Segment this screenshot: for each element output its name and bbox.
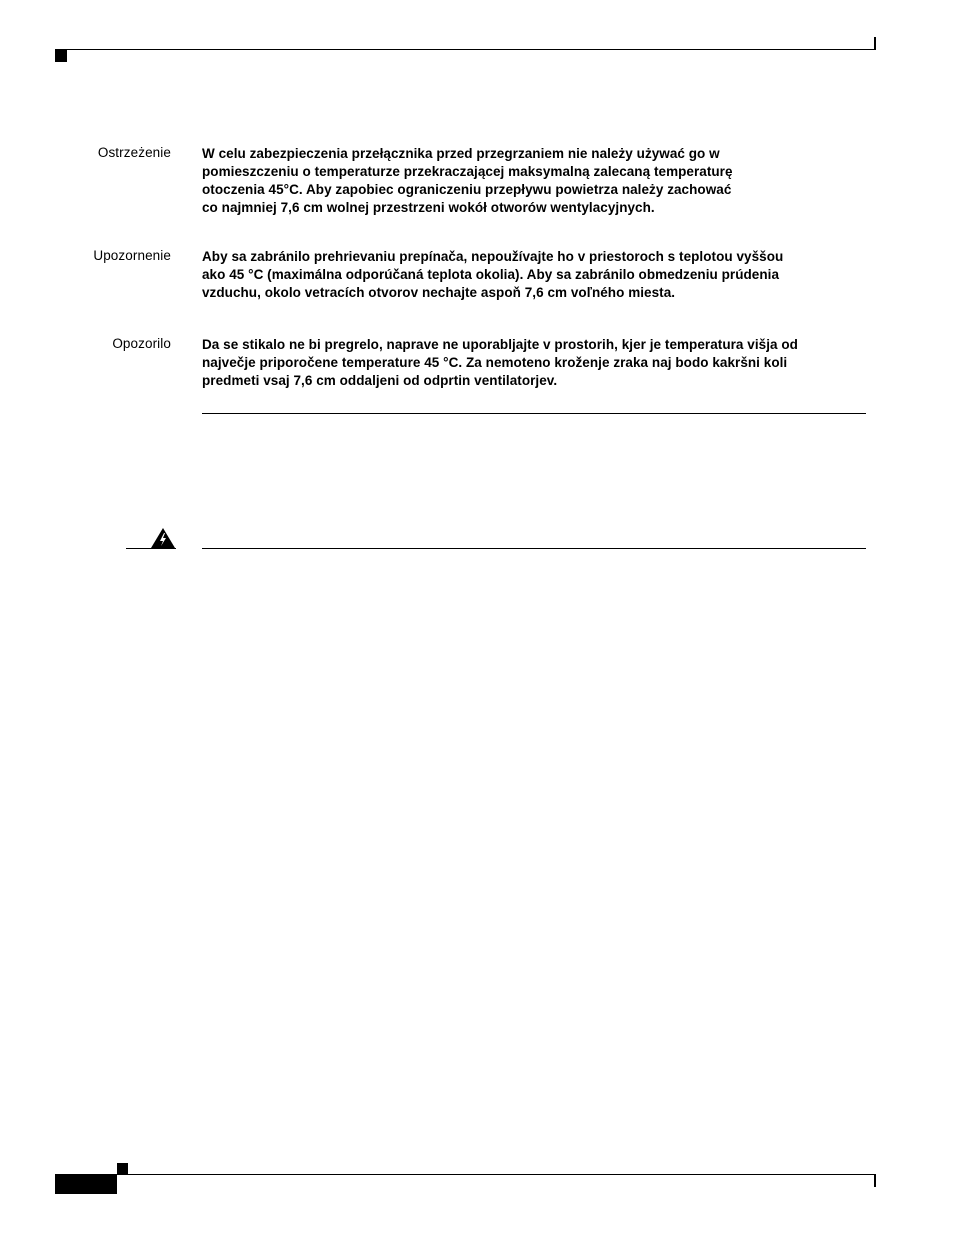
footer-rule <box>117 1174 875 1175</box>
footer-tick <box>874 1174 876 1187</box>
warning-text: Aby sa zabránilo prehrievaniu prepínača, nepoužívajte ho v priestoroch s teplotou vyššou ako 45 °C (maximálna odporúčaná teplota okolia). Aby sa zabránilo obmedzeniu prúdenia vzduchu, okolo vetracích otvorov nechajte aspoň 7,6 cm voľného miesta. <box>202 249 784 300</box>
header-rule <box>55 49 875 50</box>
warning-rule <box>202 548 866 549</box>
warning-electric-icon <box>150 527 176 549</box>
warning-text: Da se stikalo ne bi pregrelo, naprave ne uporabljajte v prostorih, kjer je temperatura višja od največje priporočene temperature 45 °C. Za nemoteno kroženje zraka naj bodo kakršni koli predmeti vsaj 7,6 cm oddaljeni od odprtin ventilatorjev. <box>202 337 798 388</box>
warning-label: Ostrzeżenie <box>97 145 171 160</box>
footer-page-block <box>55 1174 117 1194</box>
warning-text: W celu zabezpieczenia przełącznika przed przegrzaniem nie należy używać go w pomieszczeniu o temperaturze przekraczającej maksymalną zalecaną temperaturę otoczenia 45°C. Aby zapobiec ograniczeniu przepływu powietrza należy zachować co najmniej 7,6 cm wolnej przestrzeni wokół otworów wentylacyjnych. <box>202 146 733 215</box>
footer-marker <box>117 1163 128 1174</box>
header-tick <box>874 37 876 50</box>
icon-underline <box>126 548 176 549</box>
header-marker <box>55 50 67 62</box>
warning-label: Opozorilo <box>112 336 171 351</box>
section-divider <box>202 413 866 414</box>
warning-label: Upozornenie <box>93 248 171 263</box>
